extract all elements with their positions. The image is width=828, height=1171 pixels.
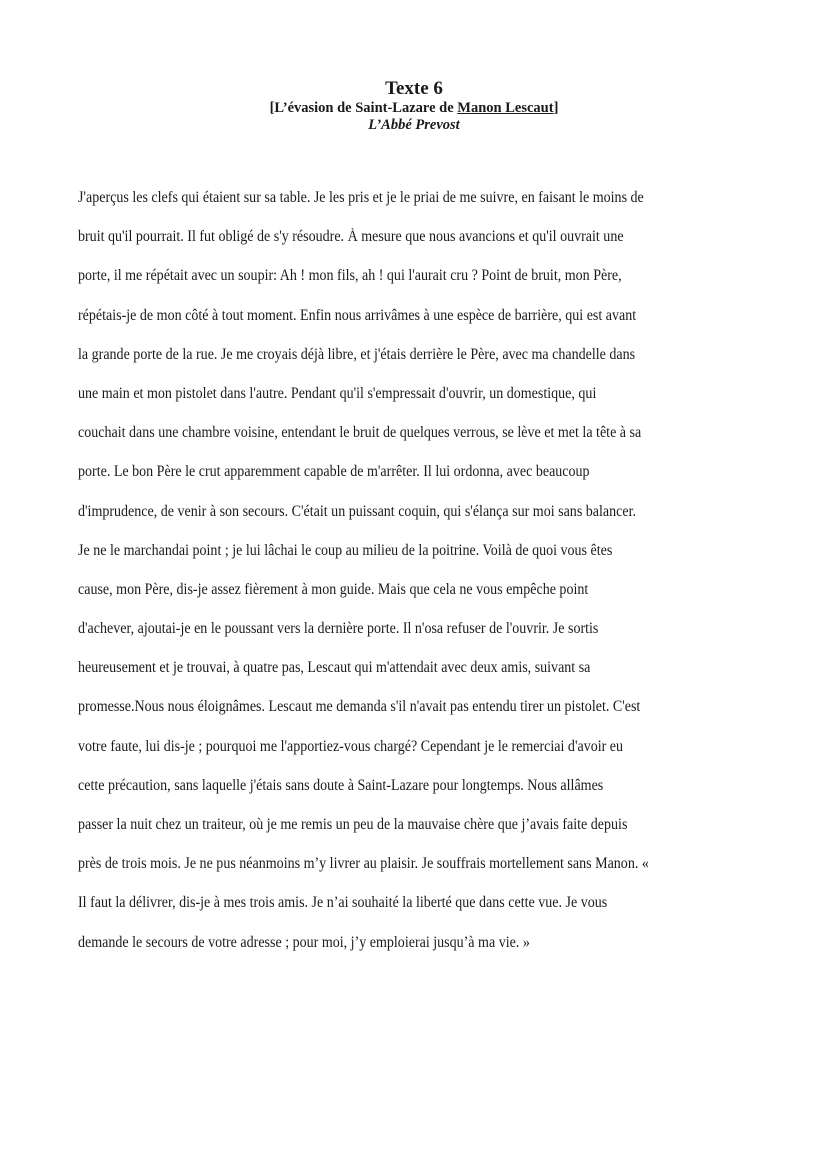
text-line: passer la nuit chez un traiteur, où je me remis un peu de la mauvaise chère que j’avais faite depuis bbox=[78, 816, 628, 833]
text-line: porte, il me répétait avec un soupir: Ah ! mon fils, ah ! qui l'aurait cru ? Point de bruit, mon Père, bbox=[78, 267, 622, 285]
text-line: porte. Le bon Père le crut apparemment capable de m'arrêter. Il lui ordonna, avec beaucoup bbox=[78, 463, 590, 481]
text-line: bruit qu'il pourrait. Il fut obligé de s'y résoudre. À mesure que nous avancions et qu'il ouvrait une bbox=[78, 228, 624, 246]
document-subtitle bbox=[0, 100, 828, 117]
text-line: promesse.Nous nous éloignâmes. Lescaut me demanda s'il n'avait pas entendu tirer un pistolet. C'est bbox=[78, 698, 641, 716]
document-header bbox=[0, 78, 828, 134]
text-line: d'achever, ajoutai-je en le poussant vers la dernière porte. Il n'osa refuser de l'ouvrir. Je sortis bbox=[78, 620, 599, 638]
text-line: répétais-je de mon côté à tout moment. Enfin nous arrivâmes à une espèce de barrière, qui est avant bbox=[78, 306, 637, 324]
text-line: J'aperçus les clefs qui étaient sur sa table. Je les pris et je le priai de me suivre, en faisant le moins de bbox=[78, 189, 644, 206]
text-line: heureusement et je trouvai, à quatre pas, Lescaut qui m'attendait avec deux amis, suivant sa bbox=[78, 659, 591, 677]
text-line: Il faut la délivrer, dis-je à mes trois amis. Je n’ai souhaité la liberté que dans cette vue. Je vous bbox=[78, 894, 608, 912]
text-line: couchait dans une chambre voisine, entendant le bruit de quelques verrous, se lève et met la tête à sa bbox=[78, 424, 642, 442]
text-line: votre faute, lui dis-je ; pourquoi me l'apportiez-vous chargé? Cependant je le remerciai d'avoir eu bbox=[78, 737, 624, 755]
body-paragraph bbox=[78, 178, 828, 962]
work-title: Manon Lescaut bbox=[457, 100, 554, 116]
document-author: L’Abbé Prevost bbox=[368, 117, 460, 133]
text-line: cette précaution, sans laquelle j'étais sans doute à Saint-Lazare pour longtemps. Nous allâmes bbox=[78, 776, 604, 794]
text-line: demande le secours de votre adresse ; pour moi, j’y emploierai jusqu’à ma vie. » bbox=[78, 933, 530, 951]
text-line: la grande porte de la rue. Je me croyais déjà libre, et j'étais derrière le Père, avec ma chandelle dans bbox=[78, 345, 636, 363]
text-line: Je ne le marchandai point ; je lui lâchai le coup au milieu de la poitrine. Voilà de quoi vous êtes bbox=[78, 541, 613, 559]
subtitle-prefix: [L’évasion de Saint-Lazare de bbox=[269, 100, 458, 116]
subtitle-suffix: ] bbox=[553, 100, 559, 116]
text-line: une main et mon pistolet dans l'autre. Pendant qu'il s'empressait d'ouvrir, un domestique, qui bbox=[78, 384, 597, 402]
text-line: cause, mon Père, dis-je assez fièrement à mon guide. Mais que cela ne vous empêche point bbox=[78, 580, 589, 598]
text-line: près de trois mois. Je ne pus néanmoins m’y livrer au plaisir. Je souffrais mortellement sans Manon. « bbox=[78, 855, 649, 873]
text-line: d'imprudence, de venir à son secours. C'était un puissant coquin, qui s'élança sur moi sans balancer. bbox=[78, 502, 637, 520]
document-title: Texte 6 bbox=[385, 78, 443, 99]
